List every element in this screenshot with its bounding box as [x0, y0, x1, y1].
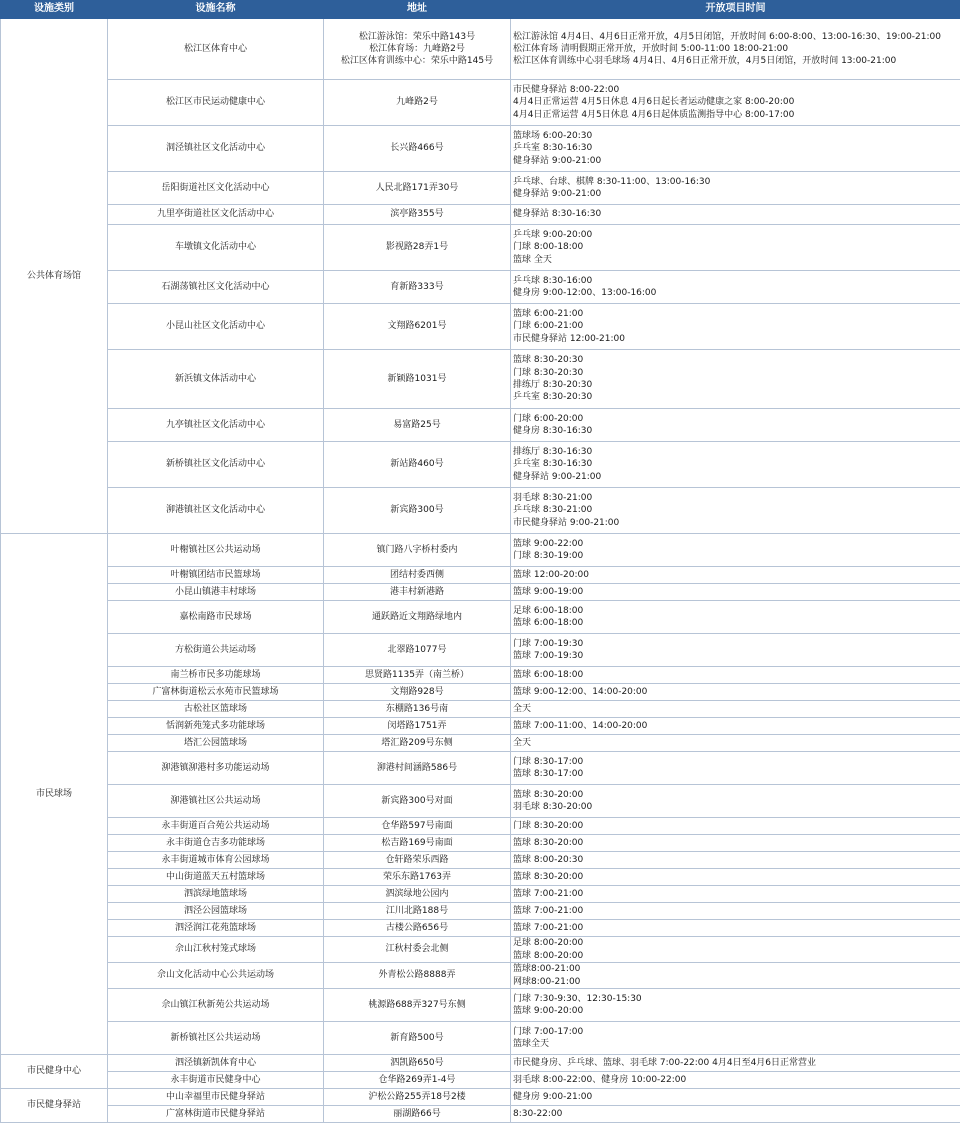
hours-cell: 全天 [511, 735, 960, 752]
hours-cell: 松江游泳馆 4月4日、4月6日正常开放，4月5日闭馆，开放时间 6:00-8:00、13:00-16:30、19:00-21:00 松江体育场 清明假期正常开放，开放时间 5:00-11:00 18:00-21:00 松江区体育训练中心羽毛球场 4月4日、4月6日正常开放，4月5日闭馆，开放时间 13:00-21:00 [511, 19, 960, 80]
address-cell: 江秋村委会北侧 [324, 937, 511, 963]
address-cell: 团结村委西侧 [324, 567, 511, 584]
address-cell: 文翔路928号 [324, 684, 511, 701]
table-row [1, 920, 960, 937]
hours-cell: 篮球 8:30-20:30 门球 8:30-20:30 排练厅 8:30-20:30 乒乓室 8:30-20:30 [511, 350, 960, 409]
hours-cell: 市民健身驿站 8:00-22:00 4月4日正常运营 4月5日休息 4月6日起长者运动健康之家 8:00-20:00 4月4日正常运营 4月5日休息 4月6日起体质监测指导中心 8:00-17:00 [511, 80, 960, 126]
hours-cell: 篮球 7:00-11:00、14:00-20:00 [511, 718, 960, 735]
address-cell: 思贤路1135弄（南兰桥） [324, 667, 511, 684]
facility-name-cell: 广富林街道松云水苑市民篮球场 [108, 684, 324, 701]
table-row [1, 634, 960, 667]
facility-name-cell: 叶榭镇社区公共运动场 [108, 534, 324, 567]
hours-cell: 羽毛球 8:30-21:00 乒乓球 8:30-21:00 市民健身驿站 9:00-21:00 [511, 488, 960, 534]
table-row [1, 752, 960, 785]
address-cell: 影视路28弄1号 [324, 225, 511, 271]
header-hours: 开放项目时间 [511, 1, 960, 19]
facility-name-cell: 车墩镇文化活动中心 [108, 225, 324, 271]
facility-name-cell: 广富林街道市民健身驿站 [108, 1106, 324, 1123]
table-row [1, 903, 960, 920]
address-cell: 新宾路300号 [324, 488, 511, 534]
table-row [1, 937, 960, 963]
facility-name-cell: 永丰街道仓吉多功能球场 [108, 835, 324, 852]
hours-cell: 门球 8:30-20:00 [511, 818, 960, 835]
hours-cell: 篮球 9:00-22:00 门球 8:30-19:00 [511, 534, 960, 567]
hours-cell: 乒乓球 8:30-16:00 健身房 9:00-12:00、13:00-16:00 [511, 271, 960, 304]
address-cell: 人民北路171弄30号 [324, 172, 511, 205]
hours-cell: 足球 8:00-20:00 篮球 8:00-20:00 [511, 937, 960, 963]
facility-name-cell: 佘山江秋村笼式球场 [108, 937, 324, 963]
table-row [1, 718, 960, 735]
hours-cell: 篮球场 6:00-20:30 乒乓室 8:30-16:30 健身驿站 9:00-21:00 [511, 126, 960, 172]
facility-name-cell: 永丰街道市民健身中心 [108, 1072, 324, 1089]
facility-name-cell: 新桥镇社区文化活动中心 [108, 442, 324, 488]
facility-name-cell: 松江区体育中心 [108, 19, 324, 80]
table-row [1, 684, 960, 701]
table-row [1, 886, 960, 903]
table-row [1, 989, 960, 1022]
facility-name-cell: 小昆山社区文化活动中心 [108, 304, 324, 350]
table-row [1, 225, 960, 271]
hours-cell: 篮球 8:30-20:00 羽毛球 8:30-20:00 [511, 785, 960, 818]
facility-name-cell: 方松街道公共运动场 [108, 634, 324, 667]
hours-cell: 健身驿站 8:30-16:30 [511, 205, 960, 225]
hours-cell: 篮球 6:00-21:00 门球 6:00-21:00 市民健身驿站 12:00-21:00 [511, 304, 960, 350]
hours-cell: 门球 8:30-17:00 篮球 8:30-17:00 [511, 752, 960, 785]
address-cell: 新颖路1031号 [324, 350, 511, 409]
category-cell: 市民球场 [1, 534, 108, 1055]
facility-name-cell: 泗泾公园篮球场 [108, 903, 324, 920]
facility-name-cell: 永丰街道百合苑公共运动场 [108, 818, 324, 835]
table-row [1, 304, 960, 350]
facility-name-cell: 新浜镇文体活动中心 [108, 350, 324, 409]
facility-name-cell: 泖港镇社区公共运动场 [108, 785, 324, 818]
address-cell: 新宾路300号对面 [324, 785, 511, 818]
facility-name-cell: 泖港镇泖港村多功能运动场 [108, 752, 324, 785]
address-cell: 仓华路597号南面 [324, 818, 511, 835]
facility-name-cell: 南兰桥市民多功能球场 [108, 667, 324, 684]
hours-cell: 篮球 9:00-19:00 [511, 584, 960, 601]
facility-name-cell: 泖港镇社区文化活动中心 [108, 488, 324, 534]
address-cell: 易富路25号 [324, 409, 511, 442]
table-row [1, 19, 960, 80]
table-row [1, 601, 960, 634]
hours-cell: 门球 7:00-19:30 篮球 7:00-19:30 [511, 634, 960, 667]
table-row [1, 963, 960, 989]
facility-name-cell: 石湖荡镇社区文化活动中心 [108, 271, 324, 304]
hours-cell: 门球 7:00-17:00 篮球全天 [511, 1022, 960, 1055]
table-row [1, 852, 960, 869]
facility-name-cell: 泗泾润江花苑篮球场 [108, 920, 324, 937]
address-cell: 仓华路269弄1-4号 [324, 1072, 511, 1089]
address-cell: 闵塔路1751弄 [324, 718, 511, 735]
table-row [1, 442, 960, 488]
facility-name-cell: 佘山文化活动中心公共运动场 [108, 963, 324, 989]
facility-name-cell: 小昆山镇港丰村球场 [108, 584, 324, 601]
hours-cell: 8:30-22:00 [511, 1106, 960, 1123]
address-cell: 塔汇路209号东侧 [324, 735, 511, 752]
header-row [1, 1, 960, 19]
facility-name-cell: 叶榭镇团结市民篮球场 [108, 567, 324, 584]
hours-cell: 门球 7:30-9:30、12:30-15:30 篮球 9:00-20:00 [511, 989, 960, 1022]
category-cell: 市民健身驿站 [1, 1089, 108, 1123]
hours-cell: 篮球 7:00-21:00 [511, 920, 960, 937]
table-row [1, 1055, 960, 1072]
address-cell: 滨亭路355号 [324, 205, 511, 225]
header-address: 地址 [324, 1, 511, 19]
hours-cell: 羽毛球 8:00-22:00、健身房 10:00-22:00 [511, 1072, 960, 1089]
address-cell: 港丰村新港路 [324, 584, 511, 601]
address-cell: 新育路500号 [324, 1022, 511, 1055]
address-cell: 桃源路688弄327号东侧 [324, 989, 511, 1022]
hours-cell: 全天 [511, 701, 960, 718]
table-row [1, 818, 960, 835]
hours-cell: 市民健身房、乒乓球、篮球、羽毛球 7:00-22:00 4月4日至4月6日正常营业 [511, 1055, 960, 1072]
table-row [1, 785, 960, 818]
table-row [1, 126, 960, 172]
table-row [1, 205, 960, 225]
facility-name-cell: 九亭镇社区文化活动中心 [108, 409, 324, 442]
table-row [1, 835, 960, 852]
address-cell: 东棚路136号南 [324, 701, 511, 718]
address-cell: 泗滨绿地公园内 [324, 886, 511, 903]
address-cell: 长兴路466号 [324, 126, 511, 172]
table-row [1, 584, 960, 601]
facility-name-cell: 古松社区篮球场 [108, 701, 324, 718]
address-cell: 外青松公路8888弄 [324, 963, 511, 989]
address-cell: 通跃路近文翔路绿地内 [324, 601, 511, 634]
facility-name-cell: 岳阳街道社区文化活动中心 [108, 172, 324, 205]
facility-name-cell: 松江区市民运动健康中心 [108, 80, 324, 126]
hours-cell: 篮球 8:30-20:00 [511, 835, 960, 852]
facility-name-cell: 洞泾镇社区文化活动中心 [108, 126, 324, 172]
facility-name-cell: 中山街道蓝天五村篮球场 [108, 869, 324, 886]
address-cell: 泖港村间涵路586号 [324, 752, 511, 785]
facility-name-cell: 佘山镇江秋新苑公共运动场 [108, 989, 324, 1022]
facility-name-cell: 恬润新苑笼式多功能球场 [108, 718, 324, 735]
hours-cell: 篮球 6:00-18:00 [511, 667, 960, 684]
address-cell: 九峰路2号 [324, 80, 511, 126]
facility-name-cell: 永丰街道城市体育公园球场 [108, 852, 324, 869]
facility-name-cell: 九里亭街道社区文化活动中心 [108, 205, 324, 225]
table-row [1, 80, 960, 126]
facility-name-cell: 塔汇公园篮球场 [108, 735, 324, 752]
header-category: 设施类别 [1, 1, 108, 19]
hours-cell: 篮球 7:00-21:00 [511, 886, 960, 903]
address-cell: 育新路333号 [324, 271, 511, 304]
category-cell: 公共体育场馆 [1, 19, 108, 534]
table-row [1, 1089, 960, 1106]
address-cell: 丽湖路66号 [324, 1106, 511, 1123]
hours-cell: 篮球 8:00-20:30 [511, 852, 960, 869]
hours-cell: 篮球 7:00-21:00 [511, 903, 960, 920]
address-cell: 松江游泳馆：荣乐中路143号 松江体育场：九峰路2号 松江区体育训练中心：荣乐中路145号 [324, 19, 511, 80]
facility-name-cell: 泗泾镇新凯体育中心 [108, 1055, 324, 1072]
table-row [1, 1106, 960, 1123]
table-row [1, 1072, 960, 1089]
table-row [1, 735, 960, 752]
address-cell: 北翠路1077号 [324, 634, 511, 667]
hours-cell: 篮球8:00-21:00 网球8:00-21:00 [511, 963, 960, 989]
table-row [1, 534, 960, 567]
address-cell: 古楼公路656号 [324, 920, 511, 937]
facility-name-cell: 嘉松南路市民球场 [108, 601, 324, 634]
table-row [1, 488, 960, 534]
facility-name-cell: 泗滨绿地篮球场 [108, 886, 324, 903]
address-cell: 新站路460号 [324, 442, 511, 488]
address-cell: 文翔路6201号 [324, 304, 511, 350]
category-cell: 市民健身中心 [1, 1055, 108, 1089]
hours-cell: 乒乓球、台球、棋牌 8:30-11:00、13:00-16:30 健身驿站 9:00-21:00 [511, 172, 960, 205]
address-cell: 仓轩路荣乐西路 [324, 852, 511, 869]
address-cell: 荣乐东路1763弄 [324, 869, 511, 886]
hours-cell: 篮球 12:00-20:00 [511, 567, 960, 584]
hours-cell: 足球 6:00-18:00 篮球 6:00-18:00 [511, 601, 960, 634]
table-row [1, 271, 960, 304]
address-cell: 沪松公路255弄18号2楼 [324, 1089, 511, 1106]
address-cell: 镇门路八字桥村委内 [324, 534, 511, 567]
table-row [1, 350, 960, 409]
table-row [1, 869, 960, 886]
table-row [1, 567, 960, 584]
table-row [1, 172, 960, 205]
table-row [1, 667, 960, 684]
address-cell: 江川北路188号 [324, 903, 511, 920]
hours-cell: 篮球 8:30-20:00 [511, 869, 960, 886]
facility-name-cell: 中山幸福里市民健身驿站 [108, 1089, 324, 1106]
table-row [1, 701, 960, 718]
address-cell: 松吉路169号南面 [324, 835, 511, 852]
hours-cell: 乒乓球 9:00-20:00 门球 8:00-18:00 篮球 全天 [511, 225, 960, 271]
hours-cell: 健身房 9:00-21:00 [511, 1089, 960, 1106]
address-cell: 泗凯路650号 [324, 1055, 511, 1072]
hours-cell: 篮球 9:00-12:00、14:00-20:00 [511, 684, 960, 701]
hours-cell: 门球 6:00-20:00 健身房 8:30-16:30 [511, 409, 960, 442]
table-row [1, 409, 960, 442]
header-name: 设施名称 [108, 1, 324, 19]
facility-name-cell: 新桥镇社区公共运动场 [108, 1022, 324, 1055]
hours-cell: 排练厅 8:30-16:30 乒乓室 8:30-16:30 健身驿站 9:00-21:00 [511, 442, 960, 488]
table-row [1, 1022, 960, 1055]
